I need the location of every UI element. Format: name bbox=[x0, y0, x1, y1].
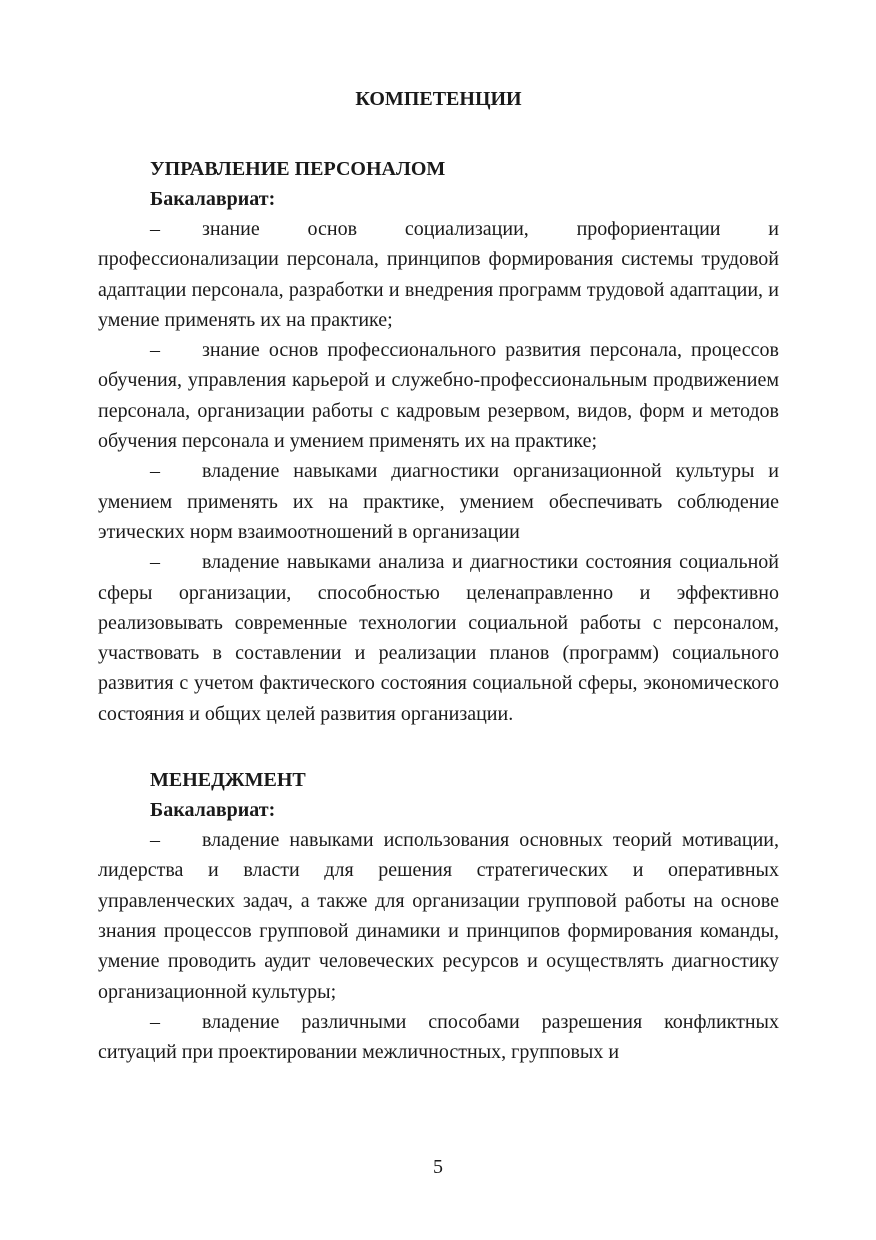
competency-item bbox=[98, 1007, 779, 1068]
competency-item bbox=[98, 335, 779, 456]
dash-marker: – bbox=[150, 218, 160, 240]
competency-text: владение различными способами разрешения конфликтных ситуаций при проектировании межличностных, групповых и bbox=[98, 1010, 779, 1064]
section-title: МЕНЕДЖМЕНТ bbox=[150, 769, 306, 792]
page-title: КОМПЕТЕНЦИИ bbox=[355, 88, 522, 110]
section-spacer bbox=[98, 729, 779, 765]
section-management bbox=[98, 765, 779, 1067]
page-number: 5 bbox=[433, 1156, 443, 1178]
competency-text: владение навыками диагностики организационной культуры и умением применять их на практике, умением обеспечивать соблюдение этических норм взаимоотношений в организации bbox=[98, 460, 779, 543]
competency-text: владение навыками использования основных теорий мотивации, лидерства и власти для решения стратегических и оперативных управленческих задач, а также для организации групповой работы на основе знания процессов групповой динамики и принципов формирования команды, умение проводить аудит человеческих ресурсов и осуществлять диагностику организационной культуры; bbox=[98, 829, 779, 1003]
section-title: УПРАВЛЕНИЕ ПЕРСОНАЛОМ bbox=[150, 158, 446, 180]
dash-marker: – bbox=[150, 1010, 160, 1033]
degree-level-label: Бакалавриат: bbox=[150, 188, 276, 210]
degree-level-label: Бакалавриат: bbox=[150, 799, 276, 822]
section-hr-management bbox=[98, 154, 779, 729]
dash-marker: – bbox=[150, 551, 160, 574]
dash-marker: – bbox=[150, 829, 160, 852]
dash-marker: – bbox=[150, 339, 160, 362]
competency-item bbox=[98, 456, 779, 547]
competency-item bbox=[98, 214, 779, 335]
competency-item bbox=[98, 547, 779, 729]
competency-text: знание основ профессионального развития персонала, процессов обучения, управления карьерой и служебно-профессиональным продвижением персонала, организации работы с кадровым резервом, видов, форм и методов обучения персонала и умением применять их на практике; bbox=[98, 339, 779, 453]
document-page bbox=[98, 84, 779, 1067]
competency-text: владение навыками анализа и диагностики состояния социальной сферы организации, способностью целенаправленно и эффективно реализовывать современные технологии социальной работы с персоналом, участвовать в составлении и реализации планов (программ) социального развития с учетом фактического состояния социальной сферы, экономического состояния и общих целей развития организации. bbox=[98, 551, 779, 725]
competency-item bbox=[98, 825, 779, 1007]
dash-marker: – bbox=[150, 460, 160, 483]
competency-text: знание основ социализации, профориентации и профессионализации персонала, принципов формирования системы трудовой адаптации персонала, разработки и внедрения программ трудовой адаптации, и умение применять их на практике; bbox=[98, 218, 779, 331]
